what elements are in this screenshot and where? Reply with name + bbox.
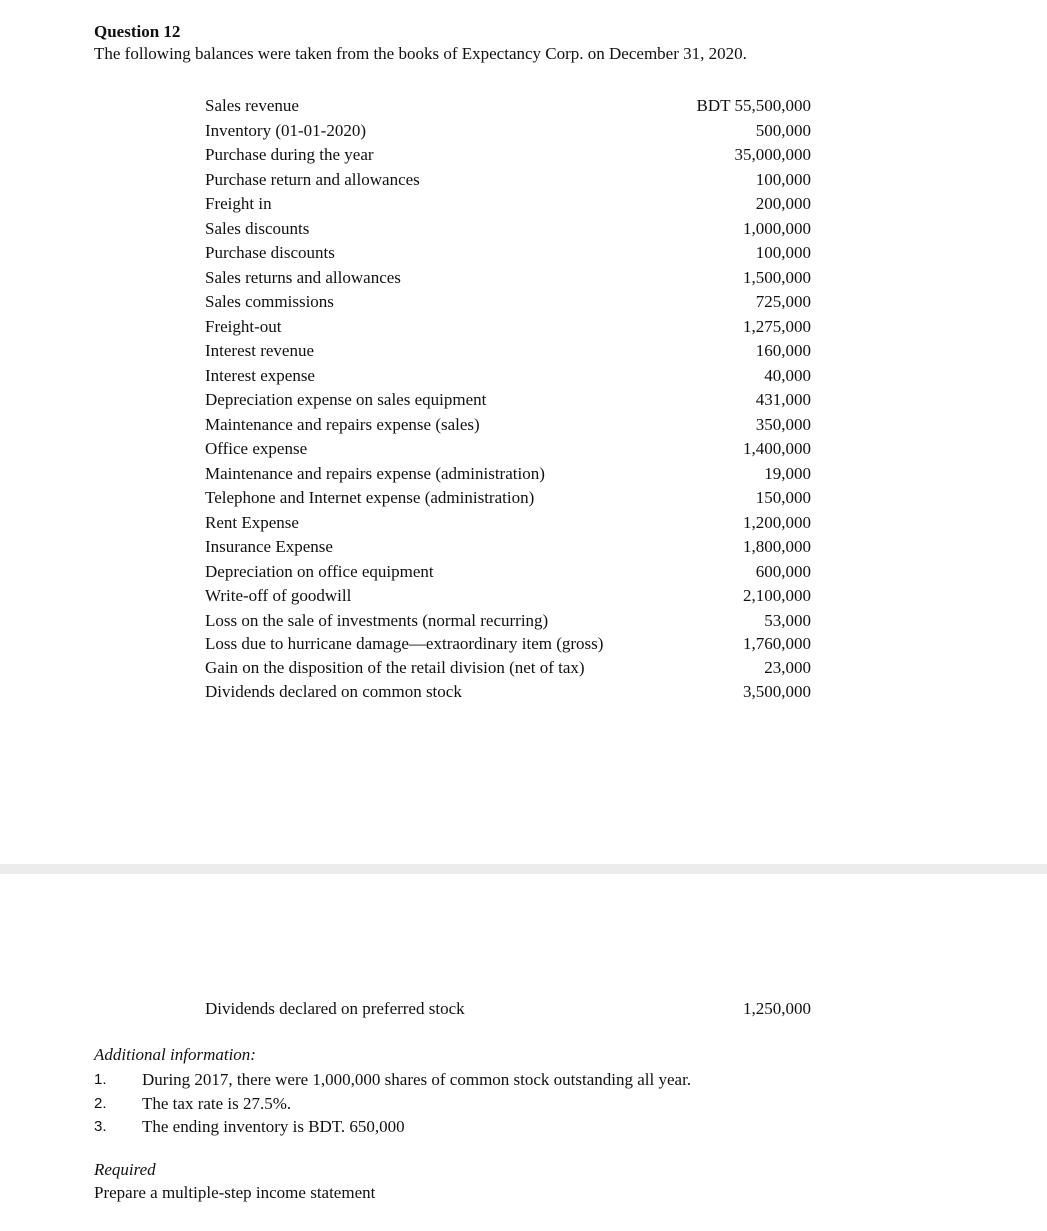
balance-row (205, 437, 811, 462)
balance-label: Dividends declared on common stock (205, 682, 462, 701)
balance-row (205, 413, 811, 438)
balance-amount: 600,000 (755, 561, 811, 581)
list-item (94, 1092, 691, 1116)
balance-amount: 1,500,000 (743, 267, 811, 287)
balance-amount: 725,000 (755, 292, 811, 311)
balance-row (205, 290, 811, 315)
balance-amount: 1,200,000 (743, 512, 811, 532)
balance-row (205, 388, 811, 413)
balance-amount: 350,000 (755, 414, 811, 434)
balance-amount: 2,100,000 (743, 586, 811, 605)
balance-amount: 431,000 (755, 390, 811, 409)
balance-label: Maintenance and repairs expense (sales) (205, 414, 480, 434)
balance-amount: 100,000 (755, 169, 811, 189)
balance-label: Loss due to hurricane damage—extraordinary item (gross) (205, 634, 604, 653)
balance-amount: 200,000 (755, 194, 811, 213)
list-number: 2. (94, 1094, 107, 1112)
balance-label: Depreciation on office equipment (205, 561, 434, 581)
preferred-dividends-label: Dividends declared on preferred stock (205, 999, 465, 1018)
list-number: 3. (94, 1118, 107, 1135)
balance-label: Freight-out (205, 316, 282, 336)
balance-row (205, 486, 811, 511)
balance-label: Office expense (205, 439, 308, 458)
page-separator (0, 864, 1047, 874)
list-number: 1. (94, 1071, 107, 1088)
balance-amount: 53,000 (764, 610, 811, 630)
balance-amount: 23,000 (764, 657, 811, 677)
balance-row (205, 217, 811, 242)
balance-label: Maintenance and repairs expense (administration) (205, 463, 545, 483)
required-text: Prepare a multiple-step income statement (94, 1183, 376, 1202)
balance-row (205, 192, 811, 217)
balance-row (205, 266, 811, 291)
balance-row (205, 535, 811, 560)
balance-label: Sales discounts (205, 218, 310, 238)
balance-label: Rent Expense (205, 512, 299, 532)
balance-amount: 160,000 (755, 341, 811, 360)
balance-label: Inventory (01-01-2020) (205, 120, 366, 140)
balance-row (205, 680, 811, 705)
balance-amount: 40,000 (764, 365, 811, 385)
balance-label: Purchase return and allowances (205, 169, 420, 189)
balance-row (205, 143, 811, 168)
balance-label: Purchase during the year (205, 145, 374, 164)
balance-row (205, 560, 811, 585)
balance-label: Sales revenue (205, 96, 299, 115)
balance-row (205, 315, 811, 340)
balance-amount: 1,760,000 (743, 634, 811, 653)
balance-amount: 500,000 (755, 120, 811, 140)
balances-list (205, 94, 811, 705)
balance-label: Freight in (205, 194, 272, 213)
balance-amount: 100,000 (755, 243, 811, 262)
balance-label: Purchase discounts (205, 243, 335, 262)
list-text: During 2017, there were 1,000,000 shares of common stock outstanding all year. (142, 1070, 692, 1089)
balance-row (205, 364, 811, 389)
balance-row (205, 656, 811, 681)
balance-label: Interest revenue (205, 341, 315, 360)
balance-amount: 1,000,000 (743, 218, 811, 238)
balance-label: Depreciation expense on sales equipment (205, 390, 487, 409)
question-title: Question 12 (94, 22, 181, 41)
balance-amount: 1,800,000 (743, 537, 811, 556)
balance-row (205, 339, 811, 364)
balance-label: Telephone and Internet expense (administration) (205, 488, 535, 507)
balance-label: Interest expense (205, 365, 315, 385)
balance-label: Gain on the disposition of the retail division (net of tax) (205, 657, 585, 677)
list-text: The tax rate is 27.5%. (142, 1093, 292, 1113)
balance-row (205, 241, 811, 266)
additional-info-list (94, 1068, 691, 1139)
list-item (94, 1115, 691, 1139)
balance-row (205, 119, 811, 144)
preferred-dividends-amount: 1,250,000 (743, 999, 811, 1018)
preferred-dividends-row (205, 999, 811, 1019)
balance-amount: 1,275,000 (743, 316, 811, 336)
required-title: Required (94, 1160, 156, 1179)
balance-amount: 3,500,000 (743, 682, 811, 701)
balance-label: Write-off of goodwill (205, 586, 352, 605)
question-intro: The following balances were taken from the books of Expectancy Corp. on December 31, 2020. (94, 44, 747, 63)
additional-info-title: Additional information: (94, 1045, 256, 1064)
balance-row (205, 168, 811, 193)
balance-label: Loss on the sale of investments (normal recurring) (205, 610, 549, 630)
list-item (94, 1068, 691, 1092)
balance-amount: 19,000 (764, 463, 811, 483)
balance-row (205, 94, 811, 119)
balance-amount: 1,400,000 (743, 439, 811, 458)
balance-label: Sales commissions (205, 292, 334, 311)
balance-row (205, 609, 811, 634)
balance-row (205, 584, 811, 609)
balance-amount: 35,000,000 (734, 145, 811, 164)
balance-amount: 150,000 (755, 488, 811, 507)
balance-row (205, 633, 811, 656)
balance-label: Sales returns and allowances (205, 267, 401, 287)
balance-label: Insurance Expense (205, 537, 333, 556)
balance-row (205, 511, 811, 536)
list-text: The ending inventory is BDT. 650,000 (142, 1117, 405, 1136)
balance-amount: BDT 55,500,000 (696, 96, 811, 115)
balance-row (205, 462, 811, 487)
